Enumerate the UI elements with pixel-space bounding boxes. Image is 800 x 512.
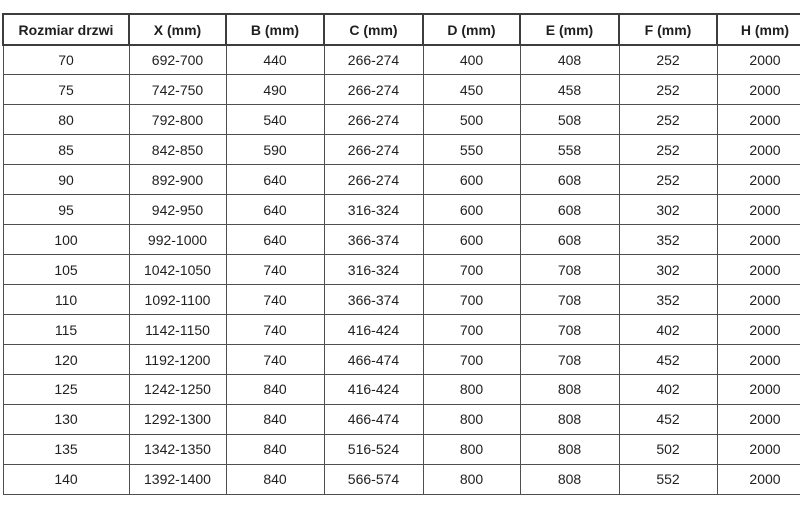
table-cell: 115	[3, 315, 129, 345]
table-cell: 252	[619, 45, 717, 75]
table-cell: 2000	[717, 105, 800, 135]
table-cell: 1242-1250	[129, 374, 226, 404]
table-cell: 2000	[717, 404, 800, 434]
table-cell: 302	[619, 195, 717, 225]
table-row	[3, 374, 800, 404]
table-cell: 302	[619, 255, 717, 285]
table-cell: 1092-1100	[129, 285, 226, 315]
table-cell: 100	[3, 225, 129, 255]
table-cell: 600	[423, 195, 520, 225]
column-header: F (mm)	[619, 14, 717, 45]
table-cell: 892-900	[129, 165, 226, 195]
table-cell: 942-950	[129, 195, 226, 225]
table-cell: 708	[520, 315, 619, 345]
table-cell: 316-324	[324, 195, 423, 225]
table-cell: 2000	[717, 75, 800, 105]
table-cell: 992-1000	[129, 225, 226, 255]
table-cell: 800	[423, 404, 520, 434]
table-body	[3, 45, 800, 495]
door-size-table	[2, 13, 800, 495]
table-cell: 516-524	[324, 434, 423, 464]
table-cell: 466-474	[324, 404, 423, 434]
table-cell: 140	[3, 464, 129, 494]
table-cell: 692-700	[129, 45, 226, 75]
table-row	[3, 135, 800, 165]
table-row	[3, 75, 800, 105]
table-cell: 558	[520, 135, 619, 165]
table-cell: 135	[3, 434, 129, 464]
column-header: Rozmiar drzwi	[3, 14, 129, 45]
table-cell: 742-750	[129, 75, 226, 105]
table-cell: 708	[520, 255, 619, 285]
door-size-table-container	[2, 13, 800, 495]
table-cell: 416-424	[324, 315, 423, 345]
table-cell: 408	[520, 45, 619, 75]
table-cell: 90	[3, 165, 129, 195]
table-row	[3, 195, 800, 225]
table-cell: 125	[3, 374, 129, 404]
table-cell: 740	[226, 285, 324, 315]
table-cell: 75	[3, 75, 129, 105]
table-cell: 550	[423, 135, 520, 165]
table-cell: 80	[3, 105, 129, 135]
table-cell: 740	[226, 255, 324, 285]
table-row	[3, 105, 800, 135]
table-cell: 130	[3, 404, 129, 434]
table-cell: 708	[520, 345, 619, 375]
table-cell: 466-474	[324, 345, 423, 375]
table-cell: 366-374	[324, 225, 423, 255]
table-cell: 800	[423, 464, 520, 494]
table-row	[3, 345, 800, 375]
table-cell: 266-274	[324, 75, 423, 105]
header-row	[3, 14, 800, 45]
table-row	[3, 225, 800, 255]
table-cell: 608	[520, 225, 619, 255]
table-row	[3, 434, 800, 464]
table-cell: 2000	[717, 135, 800, 165]
table-row	[3, 45, 800, 75]
table-cell: 70	[3, 45, 129, 75]
table-row	[3, 285, 800, 315]
table-cell: 402	[619, 315, 717, 345]
table-cell: 1292-1300	[129, 404, 226, 434]
table-cell: 366-374	[324, 285, 423, 315]
table-cell: 842-850	[129, 135, 226, 165]
table-cell: 352	[619, 225, 717, 255]
table-row	[3, 165, 800, 195]
table-cell: 1392-1400	[129, 464, 226, 494]
table-cell: 540	[226, 105, 324, 135]
table-cell: 840	[226, 434, 324, 464]
column-header: B (mm)	[226, 14, 324, 45]
table-cell: 800	[423, 434, 520, 464]
table-cell: 808	[520, 404, 619, 434]
table-cell: 600	[423, 165, 520, 195]
table-cell: 508	[520, 105, 619, 135]
table-cell: 252	[619, 165, 717, 195]
table-cell: 400	[423, 45, 520, 75]
table-cell: 440	[226, 45, 324, 75]
table-cell: 640	[226, 195, 324, 225]
table-cell: 252	[619, 135, 717, 165]
table-cell: 2000	[717, 165, 800, 195]
table-cell: 252	[619, 75, 717, 105]
table-cell: 352	[619, 285, 717, 315]
table-cell: 85	[3, 135, 129, 165]
table-cell: 740	[226, 345, 324, 375]
table-cell: 2000	[717, 464, 800, 494]
table-cell: 2000	[717, 285, 800, 315]
table-cell: 1192-1200	[129, 345, 226, 375]
table-cell: 1142-1150	[129, 315, 226, 345]
table-cell: 266-274	[324, 135, 423, 165]
table-cell: 2000	[717, 225, 800, 255]
table-cell: 840	[226, 374, 324, 404]
table-cell: 2000	[717, 195, 800, 225]
column-header: C (mm)	[324, 14, 423, 45]
table-cell: 490	[226, 75, 324, 105]
table-cell: 266-274	[324, 105, 423, 135]
column-header: E (mm)	[520, 14, 619, 45]
table-cell: 708	[520, 285, 619, 315]
table-cell: 266-274	[324, 45, 423, 75]
table-cell: 450	[423, 75, 520, 105]
table-cell: 316-324	[324, 255, 423, 285]
table-cell: 700	[423, 285, 520, 315]
table-cell: 95	[3, 195, 129, 225]
table-cell: 792-800	[129, 105, 226, 135]
table-cell: 105	[3, 255, 129, 285]
table-cell: 500	[423, 105, 520, 135]
table-cell: 590	[226, 135, 324, 165]
table-cell: 2000	[717, 45, 800, 75]
table-cell: 808	[520, 464, 619, 494]
table-cell: 402	[619, 374, 717, 404]
table-cell: 252	[619, 105, 717, 135]
table-cell: 452	[619, 404, 717, 434]
table-cell: 452	[619, 345, 717, 375]
table-cell: 502	[619, 434, 717, 464]
table-cell: 840	[226, 404, 324, 434]
table-cell: 458	[520, 75, 619, 105]
table-cell: 552	[619, 464, 717, 494]
column-header: H (mm)	[717, 14, 800, 45]
table-row	[3, 464, 800, 494]
table-cell: 608	[520, 165, 619, 195]
table-cell: 416-424	[324, 374, 423, 404]
table-cell: 2000	[717, 374, 800, 404]
table-cell: 700	[423, 345, 520, 375]
table-cell: 740	[226, 315, 324, 345]
table-row	[3, 255, 800, 285]
column-header: X (mm)	[129, 14, 226, 45]
table-cell: 640	[226, 225, 324, 255]
table-cell: 266-274	[324, 165, 423, 195]
table-cell: 120	[3, 345, 129, 375]
table-cell: 808	[520, 374, 619, 404]
table-header	[3, 14, 800, 45]
table-cell: 700	[423, 315, 520, 345]
table-cell: 2000	[717, 315, 800, 345]
table-cell: 2000	[717, 345, 800, 375]
table-cell: 1042-1050	[129, 255, 226, 285]
table-cell: 840	[226, 464, 324, 494]
table-row	[3, 315, 800, 345]
table-cell: 566-574	[324, 464, 423, 494]
table-cell: 110	[3, 285, 129, 315]
table-row	[3, 404, 800, 434]
table-cell: 2000	[717, 434, 800, 464]
column-header: D (mm)	[423, 14, 520, 45]
table-cell: 700	[423, 255, 520, 285]
table-cell: 1342-1350	[129, 434, 226, 464]
table-cell: 808	[520, 434, 619, 464]
table-cell: 800	[423, 374, 520, 404]
table-cell: 608	[520, 195, 619, 225]
table-cell: 2000	[717, 255, 800, 285]
table-cell: 600	[423, 225, 520, 255]
table-cell: 640	[226, 165, 324, 195]
